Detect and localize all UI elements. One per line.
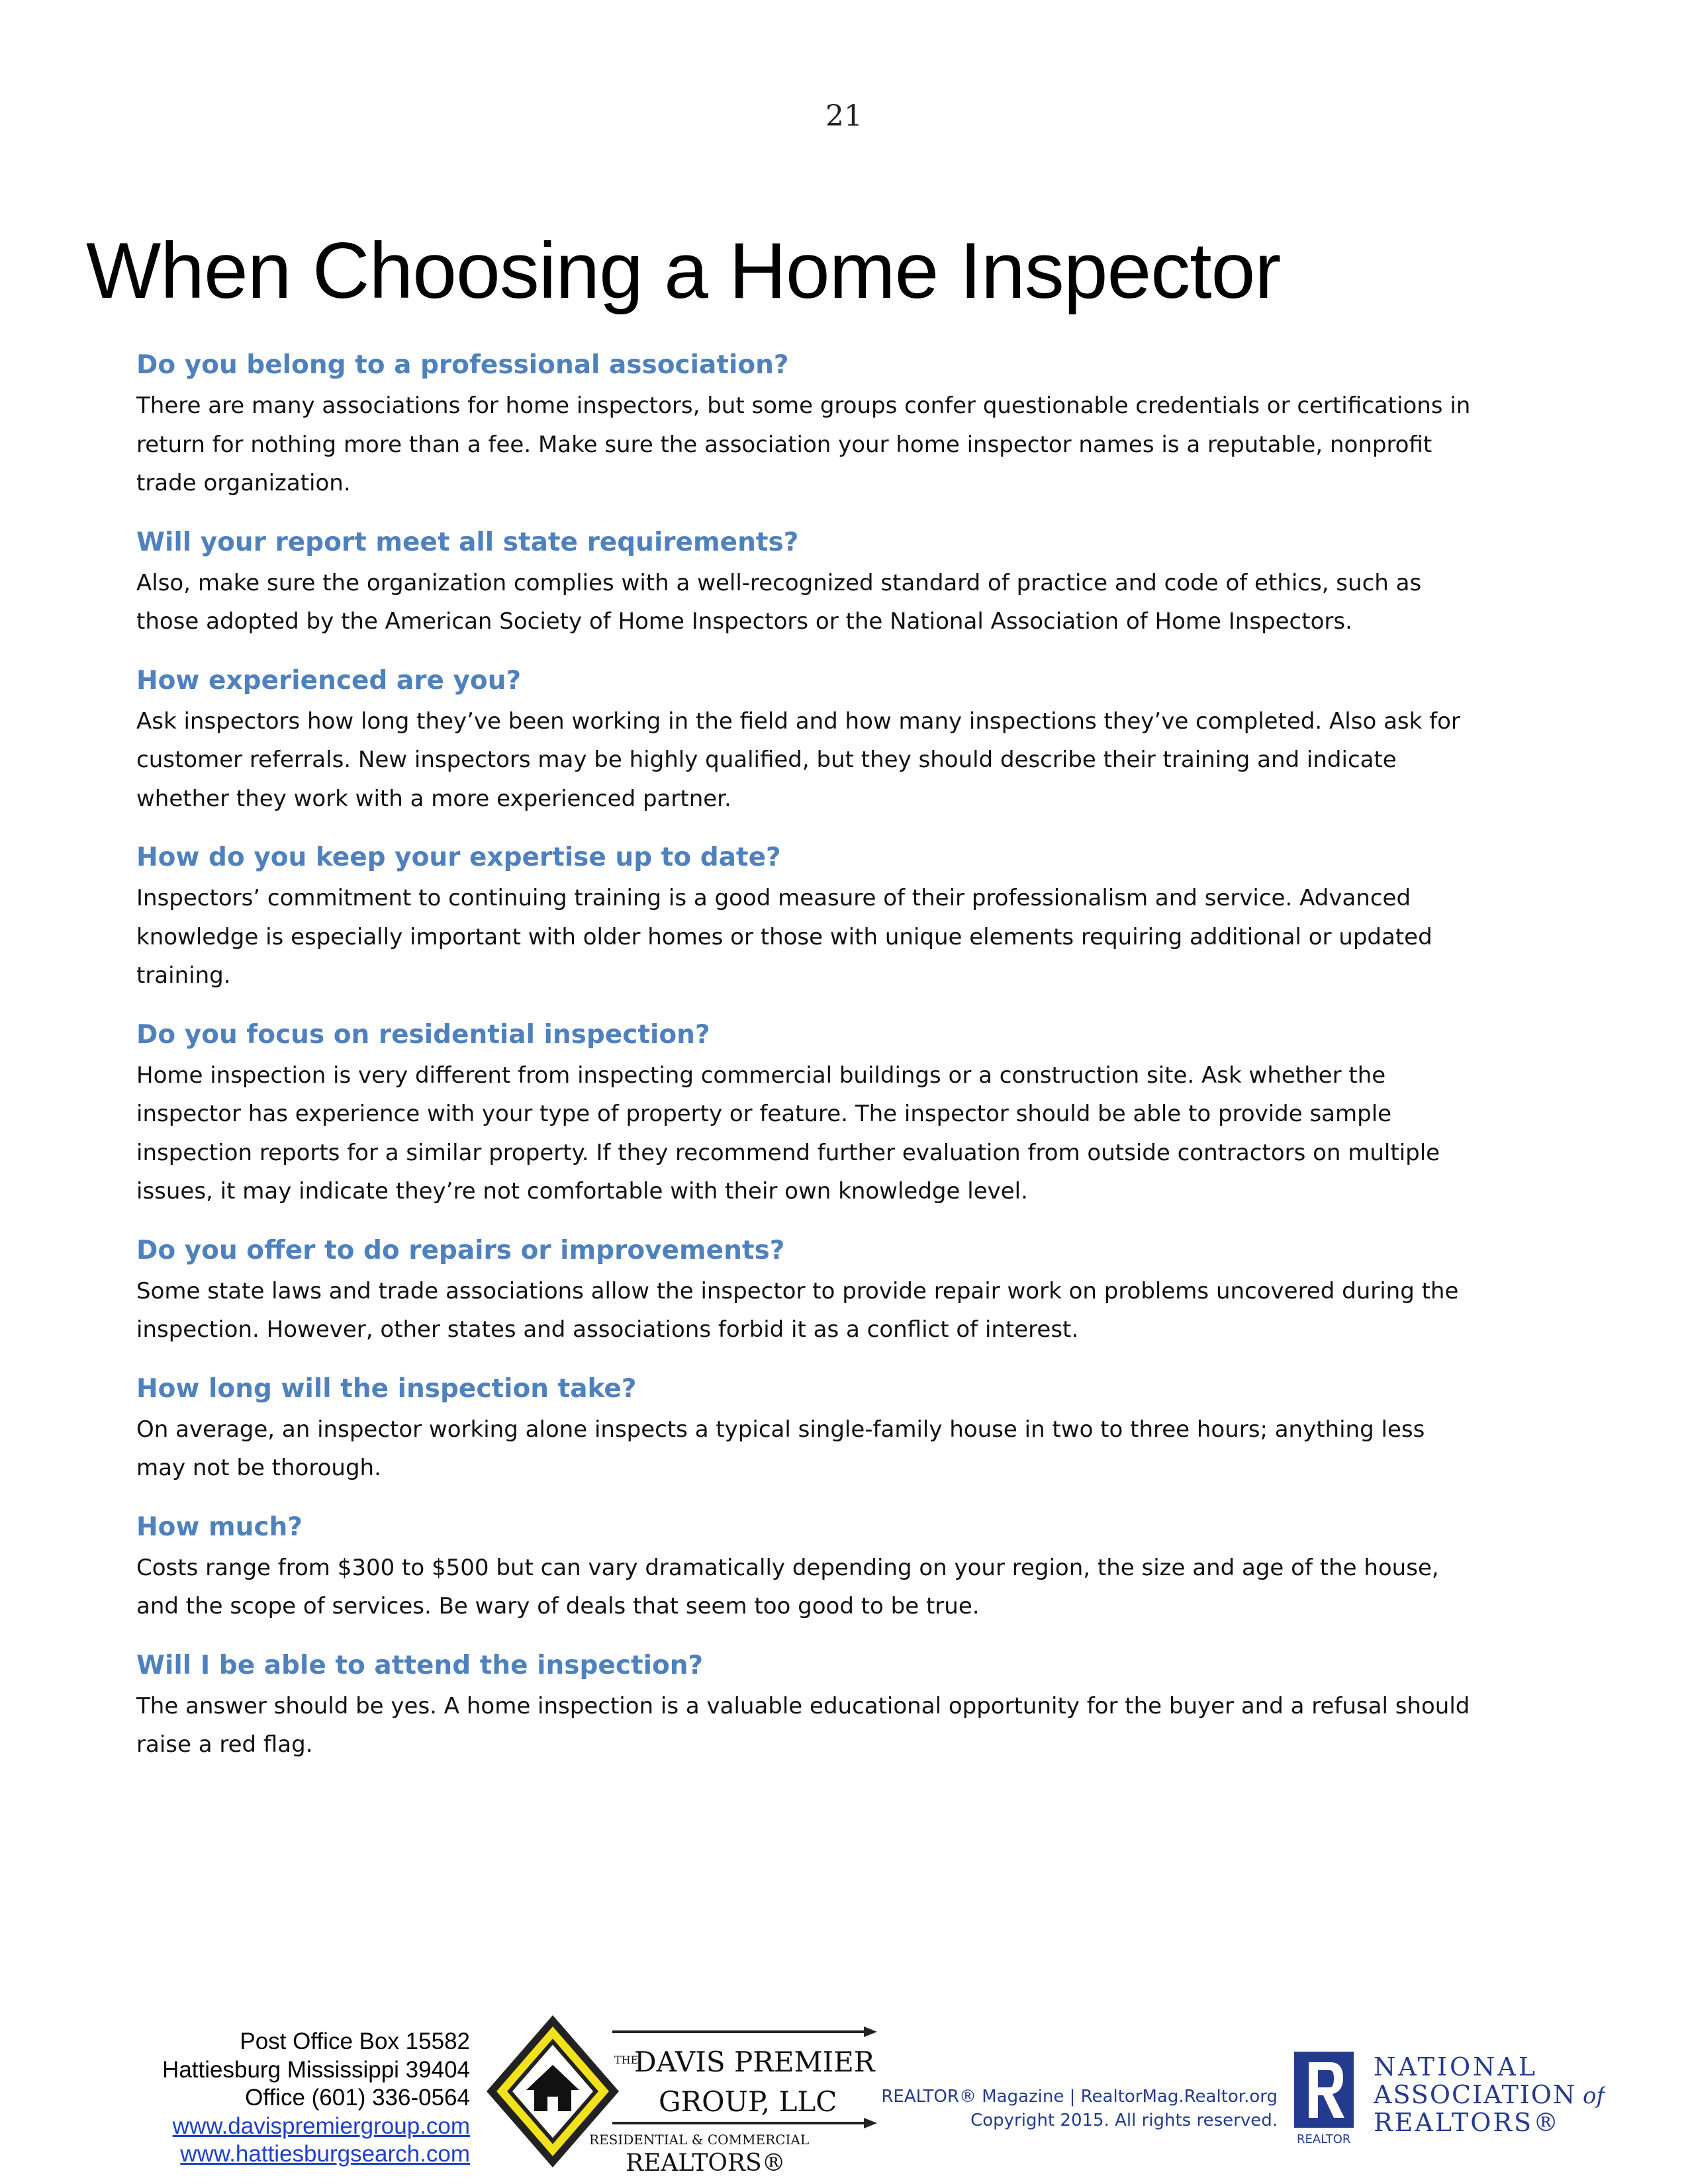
qa-section xyxy=(136,660,1480,819)
office-phone: Office (601) 336-0564 xyxy=(245,2085,470,2111)
nar-line-2: ASSOCIATION xyxy=(1374,2080,1577,2109)
qa-section xyxy=(136,1230,1480,1349)
nar-line-3: REALTORS® xyxy=(1374,2108,1561,2137)
qa-section xyxy=(136,1506,1480,1626)
logo-tagline: RESIDENTIAL & COMMERCIAL xyxy=(589,2132,810,2148)
logo-realtors: REALTORS® xyxy=(626,2150,786,2177)
question-heading: Will I be able to attend the inspection? xyxy=(136,1650,704,1680)
magazine-line-2: Copyright 2015. All rights reserved. xyxy=(970,2111,1278,2130)
logo-name-line2: GROUP, LLC xyxy=(659,2085,837,2118)
logo-arrow-head-top xyxy=(864,2026,877,2037)
qa-section xyxy=(136,1368,1480,1488)
question-heading: Do you belong to a professional association? xyxy=(136,350,789,380)
question-heading: Do you offer to do repairs or improvements? xyxy=(136,1235,785,1265)
answer-paragraph: Inspectors’ commitment to continuing training is a good measure of their professionalism and service. Advanced knowledge is especially important with older homes or those with unique elements requiring additional or updated training. xyxy=(136,885,1432,989)
address-line-1: Post Office Box 15582 xyxy=(240,2028,470,2054)
question-heading: How do you keep your expertise up to date? xyxy=(136,842,781,872)
magazine-line-1: REALTOR® Magazine | RealtorMag.Realtor.org xyxy=(881,2087,1278,2107)
answer-paragraph: Ask inspectors how long they’ve been working in the field and how many inspections they’ve completed. Also ask for customer referrals. New inspectors may be highly qualified, but they should describe their training and indicate whether they work with a more experienced partner. xyxy=(136,707,1460,812)
qa-section xyxy=(136,837,1480,995)
answer-paragraph: On average, an inspector working alone inspects a typical single-family house in two to three hours; anything less may not be thorough. xyxy=(136,1416,1425,1481)
page-title: When Choosing a Home Inspector xyxy=(86,226,1281,315)
qa-section xyxy=(136,1014,1480,1211)
address-line-2: Hattiesburg Mississippi 39404 xyxy=(162,2056,470,2083)
answer-paragraph: Costs range from $300 to $500 but can vary dramatically depending on your region, the size and age of the house, and the scope of services. Be wary of deals that seem too good to be true. xyxy=(136,1554,1439,1619)
qa-section xyxy=(136,522,1480,641)
footer-contact xyxy=(106,2028,470,2169)
question-heading: Will your report meet all state requirements? xyxy=(136,527,799,557)
logo-the: THE xyxy=(614,2054,639,2066)
answer-paragraph: The answer should be yes. A home inspection is a valuable educational opportunity for the buyer and a refusal should raise a red flag. xyxy=(136,1692,1470,1758)
website-link-davis[interactable]: www.davispremiergroup.com xyxy=(172,2113,470,2139)
answer-paragraph: There are many associations for home inspectors, but some groups confer questionable credentials or certifications in return for nothing more than a fee. Make sure the association your home inspector names is a reputable, nonprofit trade organization. xyxy=(136,392,1471,496)
davis-premier-logo xyxy=(483,2012,880,2177)
question-heading: How experienced are you? xyxy=(136,665,522,696)
answer-paragraph: Also, make sure the organization complies with a well-recognized standard of practice and code of ethics, such as those adopted by the American Society of Home Inspectors or the National Association of Home Inspectors. xyxy=(136,569,1422,635)
logo-name-line1: DAVIS PREMIER xyxy=(634,2046,875,2078)
qa-section xyxy=(136,344,1480,503)
nar-of: of xyxy=(1583,2083,1605,2109)
qa-section xyxy=(136,1645,1480,1764)
qa-sections xyxy=(136,344,1480,1783)
nar-line-1: NATIONAL xyxy=(1374,2052,1538,2081)
question-heading: Do you focus on residential inspection? xyxy=(136,1019,710,1050)
magazine-credit xyxy=(867,2085,1278,2132)
website-link-hattiesburg[interactable]: www.hattiesburgsearch.com xyxy=(180,2141,470,2167)
answer-paragraph: Some state laws and trade associations allow the inspector to provide repair work on problems uncovered during the inspection. However, other states and associations forbid it as a conflict of interest. xyxy=(136,1277,1459,1343)
page-number: 21 xyxy=(825,99,863,133)
realtor-block-label: REALTOR xyxy=(1297,2132,1351,2146)
nar-logo xyxy=(1294,2050,1605,2150)
question-heading: How much? xyxy=(136,1512,303,1542)
answer-paragraph: Home inspection is very different from inspecting commercial buildings or a construction site. Ask whether the inspector has experience with your type of property or feature. The inspector should be able to provide sample inspection reports for a similar property. If they recommend further evaluation from outside contractors on multiple issues, it may indicate they’re not comfortable with their own knowledge level. xyxy=(136,1062,1440,1205)
question-heading: How long will the inspection take? xyxy=(136,1373,637,1404)
